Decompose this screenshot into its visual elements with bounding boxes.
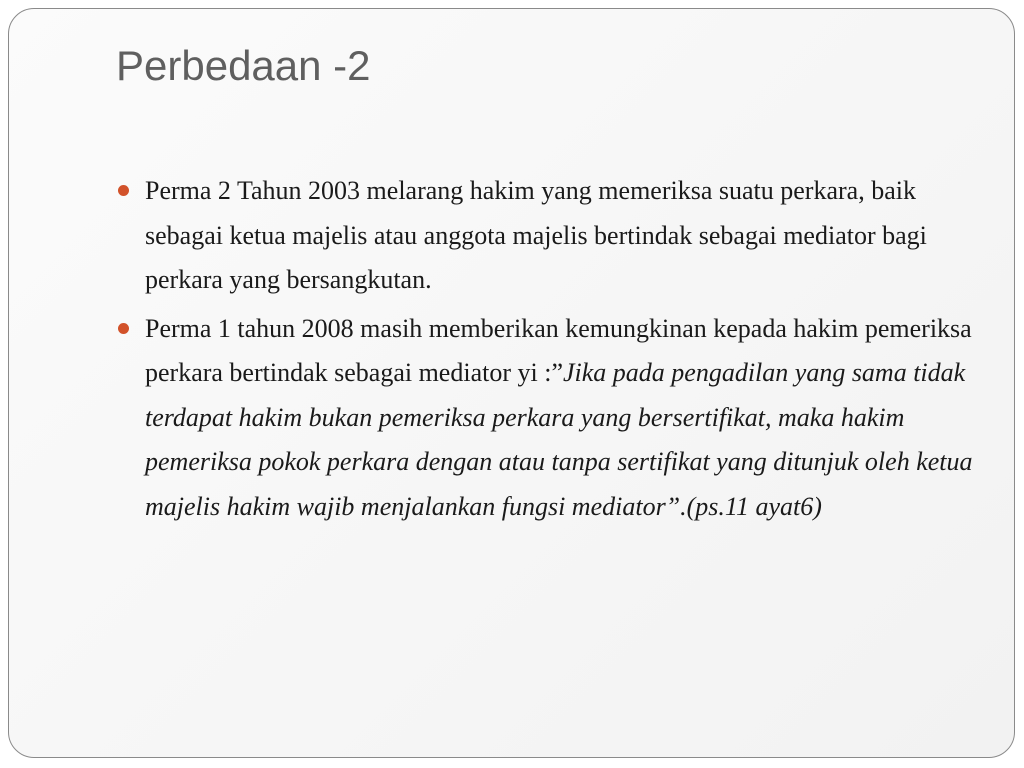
bullet-item-2 (117, 307, 977, 530)
slide (8, 8, 1015, 758)
bullet-text-1: Perma 2 Tahun 2003 melarang hakim yang memeriksa suatu perkara, baik sebagai ketua majelis atau anggota majelis bertindak sebagai mediator bagi perkara yang bersangkutan. (145, 176, 927, 294)
bullet-text-2: Perma 1 tahun 2008 masih memberikan kemungkinan kepada hakim pemeriksa perkara bertindak sebagai mediator yi :” (145, 313, 972, 387)
bullet-dot-icon (118, 185, 129, 196)
slide-title: Perbedaan -2 (116, 42, 371, 89)
bullet-quote-2: Jika pada pengadilan yang sama tidak terdapat hakim bukan pemeriksa perkara yang bersertifikat, maka hakim pemeriksa pokok perkara dengan atau tanpa sertifikat yang ditunjuk oleh ketua majelis hakim wajib menjalankan fungsi mediator”.(ps.11 ayat6) (145, 358, 973, 521)
bullet-item-1 (117, 169, 977, 303)
bullet-list (117, 169, 977, 533)
bullet-dot-icon (118, 323, 129, 334)
